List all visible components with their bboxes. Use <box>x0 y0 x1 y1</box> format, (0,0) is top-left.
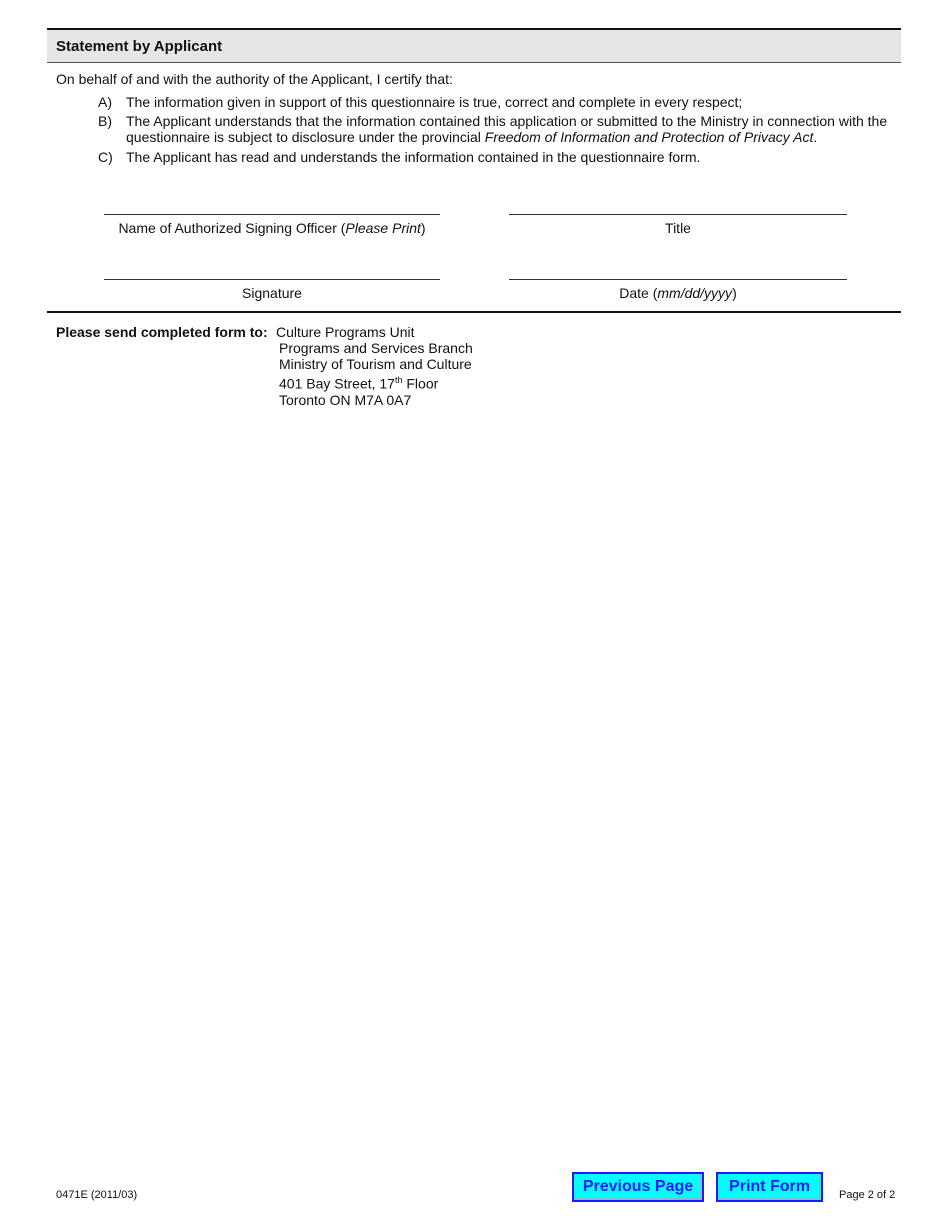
title-field-line[interactable] <box>509 214 847 215</box>
name-field-label: Name of Authorized Signing Officer (Please Print) <box>118 220 426 236</box>
signature-field-line[interactable] <box>104 279 440 280</box>
section-title: Statement by Applicant <box>56 38 223 55</box>
item-end: . <box>813 129 818 145</box>
divider <box>47 311 901 313</box>
print-form-button[interactable]: Print Form <box>716 1172 823 1202</box>
previous-page-button[interactable]: Previous Page <box>572 1172 704 1202</box>
item-label: B) <box>98 113 112 129</box>
address-line: Toronto ON M7A 0A7 <box>279 391 412 408</box>
page-number: Page 2 of 2 <box>839 1189 896 1201</box>
form-id: 0471E (2011/03) <box>56 1189 138 1201</box>
item-label: A) <box>98 94 112 110</box>
item-label: C) <box>98 149 113 165</box>
address-line: Ministry of Tourism and Culture <box>279 356 472 372</box>
date-field-line[interactable] <box>509 279 847 280</box>
date-field-label: Date (mm/dd/yyyy) <box>619 285 737 301</box>
name-field-line[interactable] <box>104 214 440 215</box>
title-field-label: Title <box>665 220 691 236</box>
act-name: Freedom of Information and Protection of Privacy Act <box>484 129 814 145</box>
item-text <box>126 113 896 145</box>
mailing-address <box>276 324 473 408</box>
address-line: Programs and Services Branch <box>279 340 473 356</box>
section-header <box>47 28 901 63</box>
item-text: The Applicant has read and understands the information contained in the questionnaire form. <box>126 149 701 165</box>
intro-text: On behalf of and with the authority of the Applicant, I certify that: <box>56 71 453 87</box>
address-line: Culture Programs Unit <box>276 324 415 340</box>
send-label: Please send completed form to: <box>56 324 268 340</box>
item-text: The information given in support of this questionnaire is true, correct and complete in every respect; <box>126 94 743 110</box>
address-line: 401 Bay Street, 17th Floor <box>279 375 439 392</box>
signature-field-label: Signature <box>242 285 302 301</box>
item-text-plain: The Applicant understands that the information contained this application or submitted to the Ministry in connection with the questionnaire is subject to disclosure under the provincial <box>126 113 888 145</box>
